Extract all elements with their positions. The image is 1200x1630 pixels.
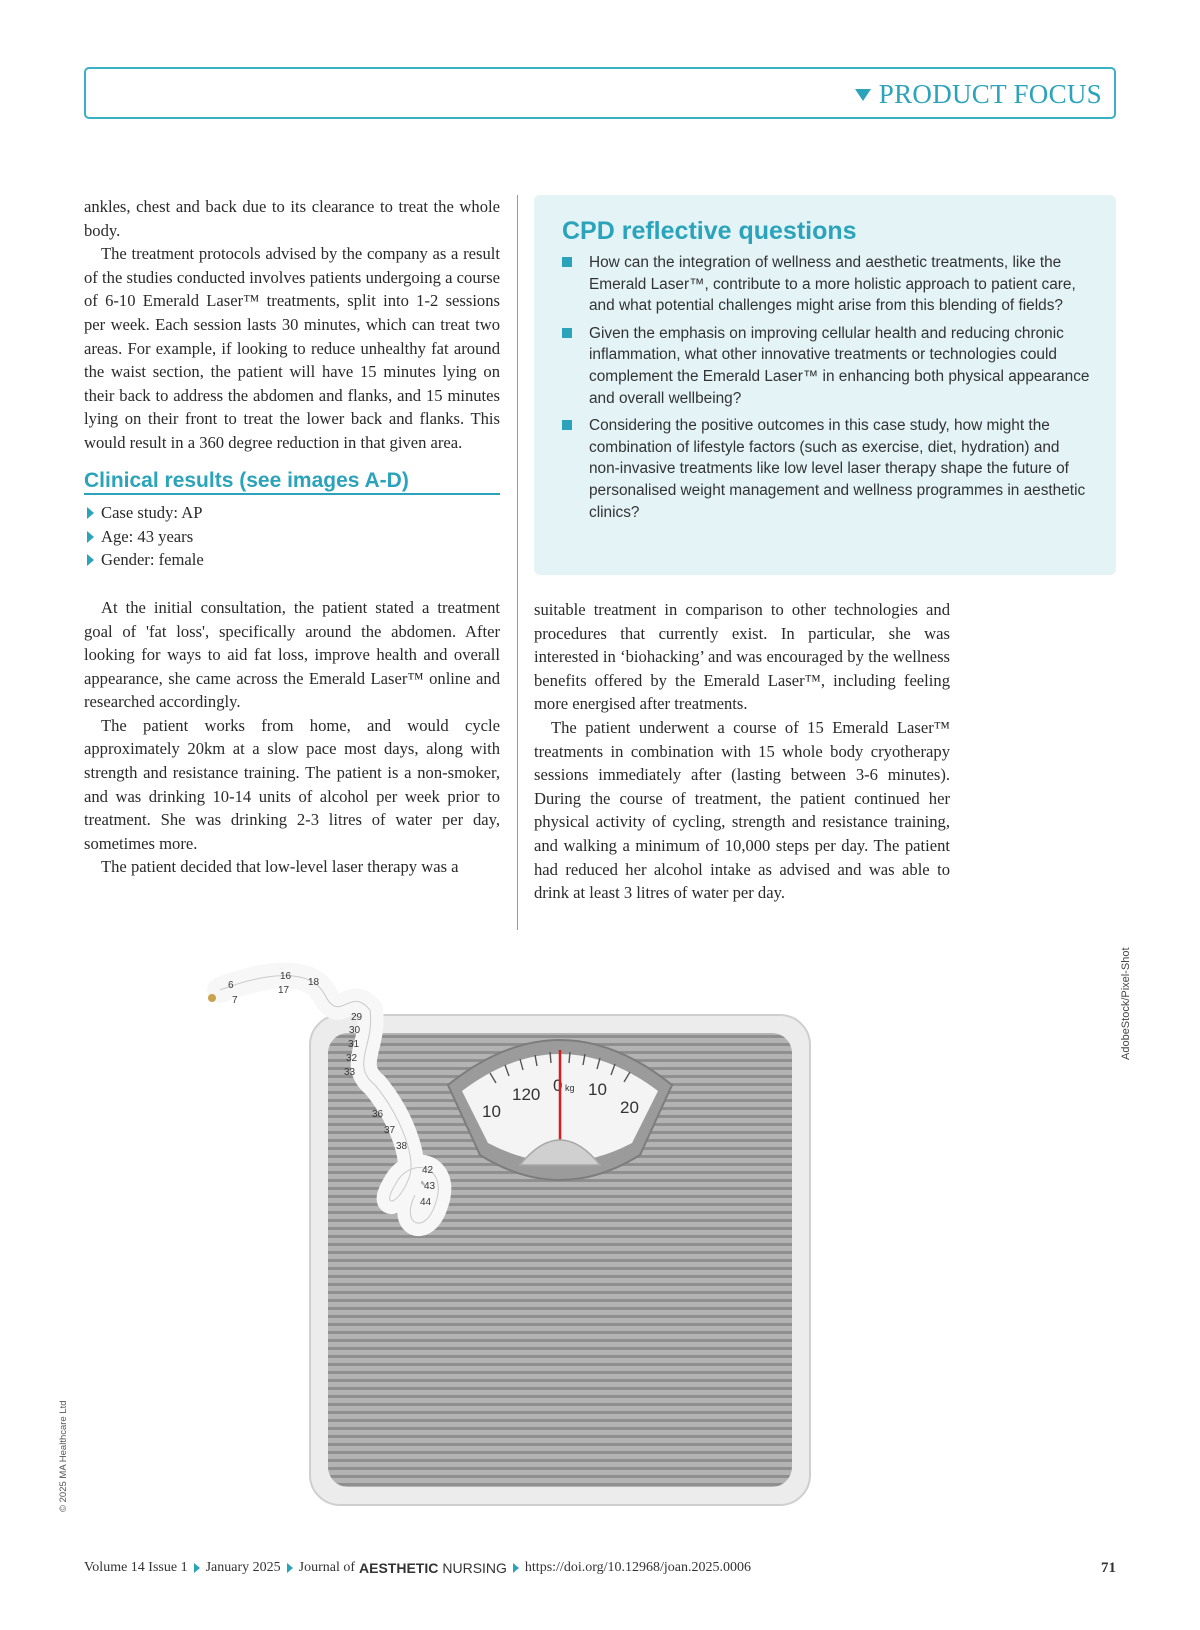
dial-number: 20	[620, 1098, 639, 1117]
paragraph: The patient underwent a course of 15 Emerald Laser™ treatments in combination with 15 whole body cryotherapy sessions immediately after (lasting between 3-6 minutes). During the course of treatment, the patient continued her physical activity of cycling, strength and resistance training, and walking a minimum of 10,000 steps per day. The patient had reduced her alcohol intake as advised and was able to drink at least 3 litres of water per day.	[534, 717, 950, 903]
paragraph: ankles, chest and back due to its clearance to treat the whole body.	[84, 197, 500, 240]
square-bullet-icon	[562, 328, 572, 338]
dial-number: 0	[553, 1076, 563, 1095]
separator-triangle-icon	[513, 1563, 519, 1573]
page-number: 71	[1101, 1559, 1116, 1576]
column-divider	[517, 195, 518, 930]
tape-end-cap	[208, 994, 216, 1002]
svg-text:16: 16	[280, 971, 292, 982]
cpd-box	[534, 195, 1116, 575]
bullet-triangle-icon	[87, 531, 94, 543]
middle-column	[534, 598, 950, 905]
svg-text:32: 32	[346, 1053, 358, 1064]
footer-journal-brand: AESTHETIC	[359, 1560, 439, 1576]
section-header-box	[84, 67, 1116, 119]
dial-number: kg	[565, 1083, 575, 1093]
cpd-question: Given the emphasis on improving cellular health and reducing chronic inflammation, what other innovative treatments or technologies could complement the Emerald Laser™ in enhancing both physical appearance and overall wellbeing?	[562, 323, 1090, 409]
paragraph: The treatment protocols advised by the company as a result of the studies conducted involves patients undergoing a course of 6-10 Emerald Laser™ treatments, split into 1-2 sessions per week. Each session lasts 30 minutes, which can treat two areas. For example, if looking to reduce unhealthy fat around the waist section, the patient will have 15 minutes lying on their back to address the abdomen and flanks, and 15 minutes lying on their front to treat the lower back and flanks. This would result in a 360 degree reduction in that given area.	[84, 244, 500, 452]
svg-text:38: 38	[396, 1141, 408, 1152]
paragraph: The patient decided that low-level laser therapy was a	[101, 857, 459, 877]
list-item: Gender: female	[84, 548, 500, 572]
image-credit: AdobeStock/Pixel-Shot	[1120, 947, 1132, 1060]
separator-triangle-icon	[194, 1563, 200, 1573]
svg-text:44: 44	[420, 1197, 432, 1208]
cpd-title: CPD reflective questions	[562, 217, 857, 245]
copyright-notice: © 2025 MA Healthcare Ltd	[58, 1400, 69, 1512]
dial-number: 10	[482, 1102, 501, 1121]
section-heading: Clinical results (see images A-D)	[84, 469, 500, 496]
bullet-triangle-icon	[87, 554, 94, 566]
footer-journal-name: NURSING	[442, 1560, 507, 1576]
svg-text:29: 29	[351, 1012, 363, 1023]
svg-text:43: 43	[424, 1181, 436, 1192]
paragraph: suitable treatment in comparison to other technologies and procedures that currently exist. In particular, she was interested in ‘biohacking’ and was encouraged by the wellness benefits offered by the Emerald Laser™, including feeling more energised after treatments.	[534, 600, 950, 714]
dial-number: 10	[588, 1080, 607, 1099]
svg-text:30: 30	[349, 1025, 361, 1036]
svg-text:31: 31	[348, 1039, 360, 1050]
section-tag	[855, 79, 1102, 110]
separator-triangle-icon	[287, 1563, 293, 1573]
section-label: PRODUCT FOCUS	[878, 79, 1102, 109]
svg-text:18: 18	[308, 977, 320, 988]
footer-date: January 2025	[205, 1560, 281, 1575]
svg-text:17: 17	[278, 985, 290, 996]
dial-number: 120	[512, 1085, 541, 1104]
footer-journal-prefix: Journal of	[298, 1560, 356, 1575]
footer-volume: Volume 14 Issue 1	[84, 1560, 188, 1575]
triangle-down-icon	[855, 89, 871, 101]
square-bullet-icon	[562, 257, 572, 267]
footer-doi-link[interactable]: https://doi.org/10.12968/joan.2025.0006	[524, 1560, 751, 1575]
svg-text:6: 6	[228, 980, 234, 991]
list-item: Age: 43 years	[84, 525, 500, 549]
cpd-question: Considering the positive outcomes in this case study, how might the combination of lifestyle factors (such as exercise, diet, hydration) and non-invasive treatments like low level laser therapy shape the future of personalised weight management and wellness programmes in aesthetic clinics?	[562, 415, 1090, 523]
cpd-questions-list	[562, 252, 1090, 523]
bullet-triangle-icon	[87, 507, 94, 519]
svg-text:37: 37	[384, 1125, 396, 1136]
svg-text:36: 36	[372, 1109, 384, 1120]
svg-text:42: 42	[422, 1165, 434, 1176]
paragraph: At the initial consultation, the patient stated a treatment goal of 'fat loss', specifically around the abdomen. After looking for ways to aid fat loss, improve health and overall appearance, she came across the Emerald Laser™ online and researched accordingly.	[84, 597, 500, 712]
square-bullet-icon	[562, 420, 572, 430]
svg-text:33: 33	[344, 1067, 356, 1078]
list-item: Case study: AP	[84, 501, 500, 525]
case-details-list	[84, 501, 500, 572]
svg-text:7: 7	[232, 995, 238, 1006]
cpd-question: How can the integration of wellness and aesthetic treatments, like the Emerald Laser™, contribute to a more holistic approach to patient care, and what potential challenges might arise from this blending of fields?	[562, 252, 1090, 317]
left-column	[84, 195, 500, 879]
bathroom-scale-photo	[200, 955, 840, 1515]
paragraph: The patient works from home, and would cycle approximately 20km at a slow pace most days, along with strength and resistance training. The patient is a non-smoker, and was drinking 10-14 units of alcohol per week prior to treatment. She was drinking 2-3 litres of water per day, sometimes more.	[84, 715, 500, 853]
page-footer	[84, 1560, 1116, 1576]
